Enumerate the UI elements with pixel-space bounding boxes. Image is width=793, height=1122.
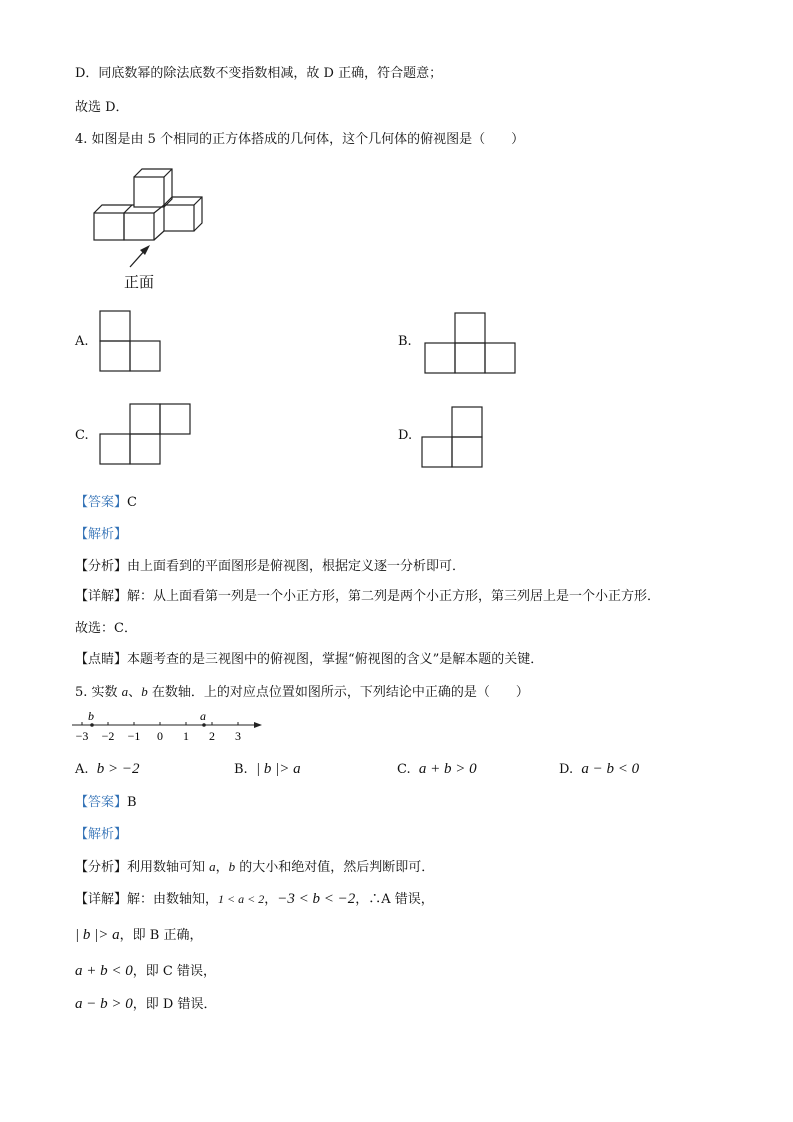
xiangjie-sep: ， — [264, 892, 278, 907]
option-c-label: C. — [75, 428, 89, 443]
analysis-tag: 【解析】 — [75, 527, 128, 542]
option-d-figure — [421, 406, 483, 468]
inequality-b: −3 < b < −2 — [277, 891, 356, 907]
point-a-label: a — [200, 709, 206, 723]
step-text: ，即 D 错误． — [132, 997, 217, 1012]
xiangjie-5 — [75, 890, 434, 909]
step-d — [75, 995, 216, 1014]
q5-option-c — [397, 760, 477, 779]
fenxi-var-a: a — [209, 859, 216, 874]
option-b-figure — [424, 312, 516, 374]
step-text: ，即 B 正确， — [119, 928, 203, 943]
answer-value: B — [127, 795, 137, 810]
dianjing-tag: 【点睛】 — [75, 652, 128, 667]
inequality-a: 1 < a < 2 — [218, 892, 265, 906]
point-a — [202, 723, 206, 727]
q5-option-b — [234, 760, 301, 779]
fenxi-5 — [75, 858, 434, 877]
xiangjie-tag: 【详解】 — [75, 892, 128, 907]
fenxi-var-b: b — [228, 859, 236, 874]
fenxi-4 — [75, 558, 465, 576]
xiangjie-tag: 【详解】 — [75, 589, 128, 604]
xiangjie-text: 解：从上面看第一列是一个小正方形，第二列是两个小正方形，第三列居上是一个小正方形． — [127, 589, 661, 604]
tick-label: −1 — [127, 729, 141, 743]
fenxi-text: 由上面看到的平面图形是俯视图，根据定义逐一分析即可． — [127, 559, 466, 574]
tick-label: 0 — [157, 729, 163, 743]
step-c — [75, 962, 216, 981]
option-expr: a − b < 0 — [581, 761, 640, 777]
option-a-figure — [99, 310, 161, 372]
fenxi-sep: ， — [215, 860, 229, 875]
question-5 — [75, 683, 529, 702]
q5-option-d — [559, 760, 639, 779]
q5-option-a — [75, 760, 140, 779]
dianjing-text: 本题考查的是三视图中的俯视图，掌握“俯视图的含义”是解本题的关键． — [127, 652, 544, 667]
analysis-tag: 【解析】 — [75, 827, 128, 842]
tick-label: −2 — [101, 729, 115, 743]
answer-4 — [75, 494, 137, 512]
answer-tag: 【答案】 — [75, 495, 128, 510]
q5-var-b: b — [141, 684, 148, 699]
step-expr: a + b < 0 — [75, 963, 133, 979]
option-a-label: A. — [75, 334, 89, 349]
answer-5 — [75, 794, 137, 812]
option-expr: | b |> a — [255, 761, 301, 777]
figure-label: 正面 — [124, 273, 155, 291]
text-line: D．同底数幂的除法底数不变指数相减，故 D 正确，符合题意； — [75, 66, 443, 81]
fenxi-tag: 【分析】 — [75, 860, 128, 875]
number-line — [72, 708, 272, 744]
step-expr: a − b > 0 — [75, 996, 133, 1012]
fenxi-text: 利用数轴可知 — [127, 860, 210, 875]
option-d-label: D. — [398, 428, 413, 443]
step-expr: | b |> a — [75, 927, 120, 943]
fenxi-text-post: 的大小和绝对值，然后判断即可． — [235, 860, 435, 875]
point-b-label: b — [88, 709, 94, 723]
xiangjie-4 — [75, 588, 660, 606]
tick-label: −3 — [75, 729, 89, 743]
option-label: D. — [559, 762, 574, 777]
tick-label: 1 — [183, 729, 189, 743]
q5-text: 5. 实数 — [75, 685, 122, 700]
text-line: 故选 D． — [75, 100, 129, 115]
q5-sep: 、 — [128, 685, 142, 700]
fenxi-tag: 【分析】 — [75, 559, 128, 574]
option-expr: b > −2 — [96, 761, 140, 777]
step-b — [75, 926, 202, 945]
option-label: B. — [234, 762, 248, 777]
option-b-label: B. — [398, 334, 412, 349]
tick-label: 3 — [235, 729, 241, 743]
guxuan-4: 故选：C． — [75, 621, 137, 636]
answer-value: C — [127, 495, 137, 510]
answer-tag: 【答案】 — [75, 795, 128, 810]
tick-label: 2 — [209, 729, 215, 743]
point-b — [90, 723, 94, 727]
q5-var-a: a — [121, 684, 129, 699]
xiangjie-text-post: ，∴A 错误， — [355, 892, 434, 907]
option-label: A. — [75, 762, 89, 777]
step-text: ，即 C 错误， — [132, 964, 216, 979]
option-label: C. — [397, 762, 411, 777]
dianjing-4 — [75, 651, 543, 669]
option-c-figure — [99, 403, 191, 465]
question-4: 4. 如图是由 5 个相同的正方体搭成的几何体，这个几何体的俯视图是（ ） — [75, 132, 525, 147]
xiangjie-text: 解：由数轴知， — [127, 892, 219, 907]
option-expr: a + b > 0 — [418, 761, 477, 777]
q5-text-post: 在数轴．上的对应点位置如图所示，下列结论中正确的是（ ） — [147, 685, 529, 700]
